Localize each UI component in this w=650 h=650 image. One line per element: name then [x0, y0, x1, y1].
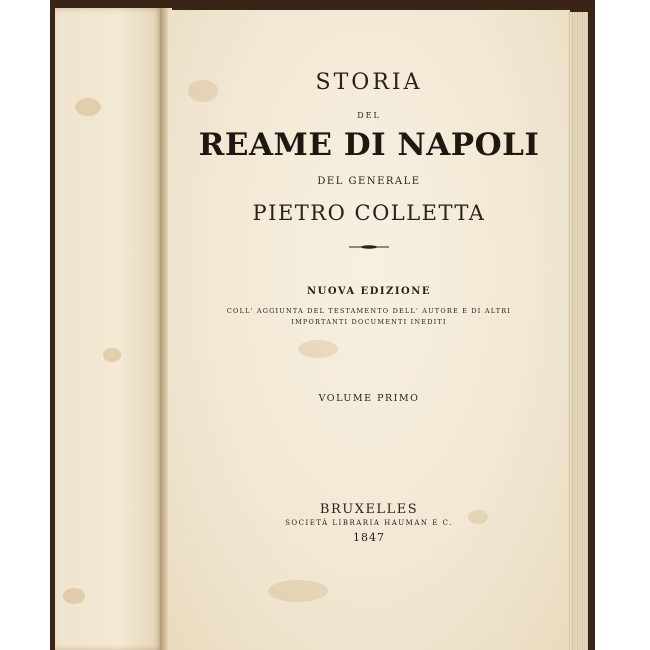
paper-stain [63, 588, 85, 604]
ornament-rule-icon [349, 244, 389, 250]
title-storia: STORIA [315, 70, 423, 95]
imprint-publisher: SOCIETÀ LIBRARIA HAUMAN E C. [285, 519, 453, 527]
title-del: DEL [357, 111, 381, 120]
page-edges [568, 12, 588, 650]
paper-stain [75, 98, 101, 116]
title-text-block [168, 10, 570, 650]
imprint-city: BRUXELLES [319, 502, 419, 517]
paper-stain [103, 348, 121, 362]
edition-note-line2: IMPORTANTI DOCUMENTI INEDITI [291, 318, 447, 326]
title-reame-di-napoli: REAME DI NAPOLI [198, 127, 540, 163]
volume-label: VOLUME PRIMO [318, 393, 420, 404]
imprint-year: 1847 [353, 531, 385, 544]
left-page [55, 8, 163, 650]
edition-note-line1: COLL' AGGIUNTA DEL TESTAMENTO DELL' AUTORE E DI ALTRI [226, 307, 512, 315]
author-prefix: DEL GENERALE [317, 176, 421, 187]
author-name: PIETRO COLLETTA [252, 201, 486, 225]
edition-label: NUOVA EDIZIONE [306, 286, 432, 297]
